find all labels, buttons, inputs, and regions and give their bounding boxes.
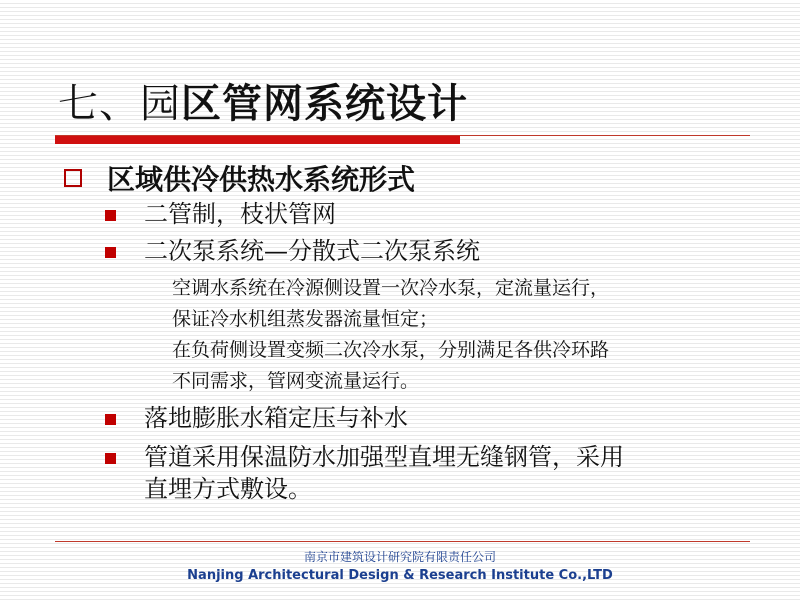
bullet-level1 [64, 158, 415, 198]
bullet-level2-text [144, 235, 480, 267]
bullet-level2-text [144, 402, 408, 434]
bullet-level2-item [105, 235, 480, 267]
solid-square-icon [105, 210, 116, 221]
solid-square-icon [105, 453, 116, 464]
solid-square-icon [105, 247, 116, 258]
bullet-level1-text: 区域供冷供热水系统形式 [107, 163, 416, 196]
footer-divider [55, 541, 750, 542]
solid-square-icon [105, 414, 116, 425]
bullet-level3-line: 保证冷水机组蒸发器流量恒定； [172, 308, 439, 330]
bullet-level3-line: 在负荷侧设置变频二次冷水泵，分别满足各供冷环路 [172, 339, 610, 361]
footer-company-en: Nanjing Architectural Design & Research Institute Co.,LTD [187, 568, 613, 583]
bullet-level2-item [105, 441, 624, 505]
bullet-level3-line: 不同需求，管网变流量运行。 [172, 370, 420, 392]
title-accent-bar [55, 136, 460, 144]
bullet-line: 落地膨胀水箱定压与补水 [144, 404, 408, 432]
title-prefix: 七、园 [58, 81, 181, 127]
footer-company-cn: 南京市建筑设计研究院有限责任公司 [303, 550, 496, 564]
bullet-level2-item [105, 402, 408, 434]
hollow-square-icon [64, 169, 82, 187]
bullet-level2-text [144, 441, 624, 505]
bullet-line: 二管制，枝状管网 [144, 200, 336, 228]
bullet-line: 二次泵系统—分散式二次泵系统 [144, 237, 480, 265]
bullet-line: 直埋方式敷设。 [144, 475, 312, 503]
bullet-level2-text [144, 198, 336, 230]
bullet-line: 管道采用保温防水加强型直埋无缝钢管，采用 [144, 443, 624, 471]
slide-title [58, 80, 468, 128]
title-main: 区管网系统设计 [181, 80, 468, 127]
bullet-level3-line: 空调水系统在冷源侧设置一次冷水泵，定流量运行， [172, 277, 610, 299]
bullet-level2-item [105, 198, 336, 230]
